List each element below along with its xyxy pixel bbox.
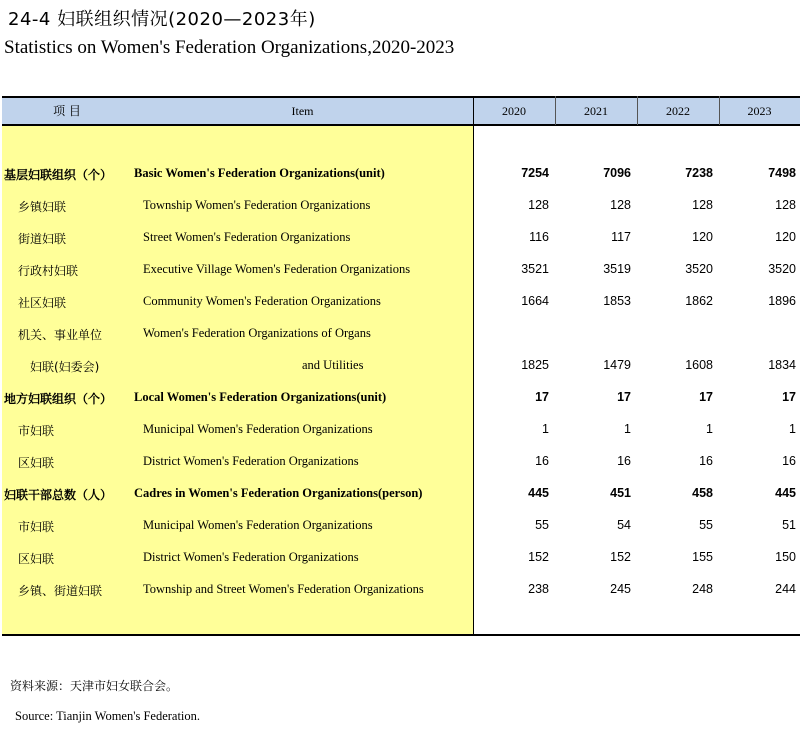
row-label-cn: 机关、事业单位 <box>18 328 103 342</box>
value-cell-2023: 150 <box>775 550 796 564</box>
value-cell-2023: 1 <box>789 422 796 436</box>
value-cell-2021: 1853 <box>603 294 631 308</box>
table-row <box>2 358 800 390</box>
value-cell-2020: 1825 <box>521 358 549 372</box>
value-cell-2022: 16 <box>699 454 713 468</box>
header-bottom-rule <box>2 124 800 126</box>
value-cell-2021: 7096 <box>603 166 631 180</box>
table-row <box>2 550 800 582</box>
value-cell-2022: 155 <box>692 550 713 564</box>
value-cell-2022: 7238 <box>685 166 713 180</box>
page-title-cn: 24-4 妇联组织情况(2020—2023年) <box>8 9 316 30</box>
row-label-en: and Utilities <box>302 358 364 372</box>
value-cell-2023: 17 <box>782 390 796 404</box>
value-cell-2020: 3521 <box>521 262 549 276</box>
value-cell-2020: 238 <box>528 582 549 596</box>
header-year-2021: 2021 <box>584 104 608 118</box>
table-row <box>2 166 800 198</box>
row-label-cn: 市妇联 <box>18 424 55 438</box>
value-cell-2021: 451 <box>610 486 631 500</box>
row-label-en: Basic Women's Federation Organizations(unit) <box>134 166 385 180</box>
table-row <box>2 454 800 486</box>
value-cell-2020: 445 <box>528 486 549 500</box>
value-cell-2023: 128 <box>775 198 796 212</box>
value-cell-2022: 1862 <box>685 294 713 308</box>
value-cell-2023: 1834 <box>768 358 796 372</box>
value-cell-2022: 120 <box>692 230 713 244</box>
row-label-en: Cadres in Women's Federation Organizations(person) <box>134 486 423 500</box>
row-label-en: Municipal Women's Federation Organizations <box>143 422 373 436</box>
row-label-en: Community Women's Federation Organizations <box>143 294 381 308</box>
value-cell-2021: 3519 <box>603 262 631 276</box>
value-cell-2020: 17 <box>535 390 549 404</box>
row-label-en: Women's Federation Organizations of Organs <box>143 326 371 340</box>
value-cell-2021: 128 <box>610 198 631 212</box>
value-cell-2022: 3520 <box>685 262 713 276</box>
value-cell-2022: 458 <box>692 486 713 500</box>
row-label-cn: 妇联干部总数（人） <box>4 488 113 502</box>
header-year-2023: 2023 <box>747 104 772 118</box>
value-cell-2020: 152 <box>528 550 549 564</box>
row-label-cn: 区妇联 <box>18 456 55 470</box>
value-cell-2021: 54 <box>617 518 631 532</box>
value-cell-2023: 120 <box>775 230 796 244</box>
row-label-cn: 区妇联 <box>18 552 55 566</box>
row-label-en: Municipal Women's Federation Organizations <box>143 518 373 532</box>
row-label-cn: 行政村妇联 <box>18 264 79 278</box>
value-cell-2022: 1608 <box>685 358 713 372</box>
row-label-cn: 妇联(妇委会) <box>30 360 100 374</box>
header-year-2020: 2020 <box>502 104 526 118</box>
header-year-2022: 2022 <box>666 104 690 118</box>
value-cell-2021: 16 <box>617 454 631 468</box>
row-label-en: Township Women's Federation Organizations <box>143 198 371 212</box>
value-cell-2021: 1 <box>624 422 631 436</box>
value-cell-2020: 1664 <box>521 294 549 308</box>
row-label-cn: 市妇联 <box>18 520 55 534</box>
source-note-en: Source: Tianjin Women's Federation. <box>15 709 201 723</box>
row-label-cn: 乡镇、街道妇联 <box>18 584 103 598</box>
value-cell-2020: 116 <box>529 230 549 244</box>
row-label-cn: 地方妇联组织（个） <box>4 392 113 406</box>
column-divider-2022 <box>637 96 638 125</box>
table-row <box>2 198 800 230</box>
table-row <box>2 390 800 422</box>
value-cell-2022: 55 <box>699 518 713 532</box>
table-row <box>2 230 800 262</box>
value-cell-2021: 117 <box>611 230 631 244</box>
table-row <box>2 262 800 294</box>
row-label-en: Local Women's Federation Organizations(unit) <box>134 390 387 404</box>
table-row <box>2 422 800 454</box>
value-cell-2023: 3520 <box>768 262 796 276</box>
table-row <box>2 518 800 550</box>
header-item-cn: 项 目 <box>53 104 81 118</box>
value-cell-2023: 1896 <box>768 294 796 308</box>
value-cell-2023: 445 <box>775 486 796 500</box>
value-cell-2023: 51 <box>782 518 796 532</box>
value-cell-2021: 245 <box>610 582 631 596</box>
value-cell-2023: 244 <box>775 582 796 596</box>
table-row <box>2 294 800 326</box>
source-note-cn: 资料来源：天津市妇女联合会。 <box>10 679 179 693</box>
row-label-en: Township and Street Women's Federation Organizations <box>143 582 424 596</box>
value-cell-2022: 128 <box>692 198 713 212</box>
value-cell-2020: 55 <box>535 518 549 532</box>
table-row <box>2 486 800 518</box>
table-top-rule <box>2 96 800 98</box>
statistics-table <box>2 96 800 636</box>
value-cell-2020: 128 <box>528 198 549 212</box>
row-label-cn: 乡镇妇联 <box>18 200 67 214</box>
value-cell-2021: 17 <box>617 390 631 404</box>
value-cell-2023: 7498 <box>768 166 796 180</box>
value-cell-2020: 1 <box>542 422 549 436</box>
value-cell-2023: 16 <box>782 454 796 468</box>
column-divider-2021 <box>555 96 556 125</box>
value-cell-2020: 7254 <box>521 166 549 180</box>
row-label-en: Executive Village Women's Federation Organizations <box>143 262 411 276</box>
value-cell-2020: 16 <box>535 454 549 468</box>
column-divider-2023 <box>719 96 720 125</box>
row-label-en: District Women's Federation Organizations <box>143 550 359 564</box>
table-row <box>2 326 800 358</box>
value-cell-2022: 17 <box>699 390 713 404</box>
value-cell-2022: 248 <box>692 582 713 596</box>
value-cell-2021: 1479 <box>603 358 631 372</box>
row-label-en: Street Women's Federation Organizations <box>143 230 351 244</box>
table-row <box>2 582 800 614</box>
page-title-en: Statistics on Women's Federation Organizations,2020-2023 <box>4 37 455 58</box>
value-cell-2022: 1 <box>706 422 713 436</box>
row-label-cn: 基层妇联组织（个） <box>4 168 113 182</box>
value-cell-2021: 152 <box>610 550 631 564</box>
header-item-en: Item <box>291 104 314 118</box>
row-label-cn: 街道妇联 <box>18 232 67 246</box>
row-label-cn: 社区妇联 <box>18 296 67 310</box>
table-bottom-rule <box>2 634 800 636</box>
row-label-en: District Women's Federation Organizations <box>143 454 359 468</box>
